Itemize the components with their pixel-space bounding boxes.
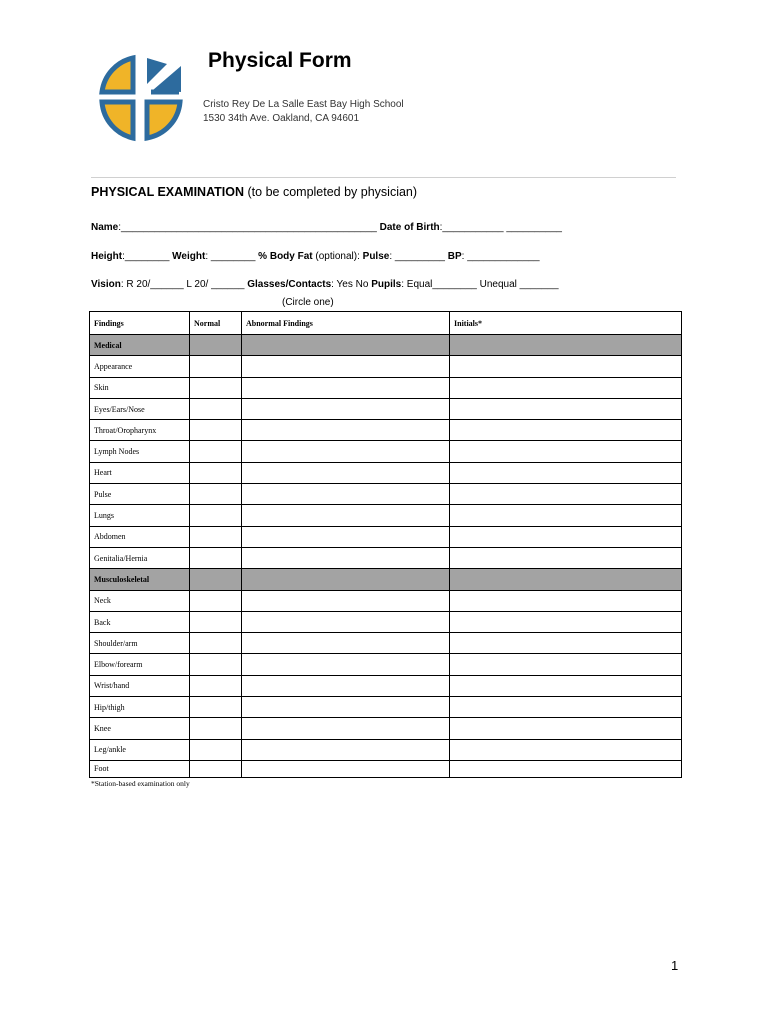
vitals-line: [91, 251, 540, 262]
normal-cell[interactable]: [190, 718, 242, 739]
cross-logo-icon: [102, 58, 181, 138]
abnormal-findings-cell[interactable]: [242, 420, 450, 441]
section-heading: [91, 185, 417, 199]
initials-cell[interactable]: [450, 484, 682, 505]
initials-cell[interactable]: [450, 356, 682, 377]
finding-label: Skin: [90, 377, 190, 398]
finding-label: Elbow/forearm: [90, 654, 190, 675]
finding-label: Throat/Oropharynx: [90, 420, 190, 441]
school-address: 1530 34th Ave. Oakland, CA 94601: [203, 113, 360, 124]
table-row: [90, 420, 682, 441]
initials-cell[interactable]: [450, 611, 682, 632]
abnormal-findings-cell[interactable]: [242, 654, 450, 675]
initials-cell[interactable]: [450, 739, 682, 760]
finding-label: Abdomen: [90, 526, 190, 547]
initials-cell[interactable]: [450, 675, 682, 696]
abnormal-findings-cell[interactable]: [242, 505, 450, 526]
table-row: [90, 526, 682, 547]
table-row: [90, 441, 682, 462]
section-row: [90, 335, 682, 356]
finding-label: Wrist/hand: [90, 675, 190, 696]
weight-label: Weight: [172, 251, 206, 262]
abnormal-findings-cell[interactable]: [242, 760, 450, 777]
initials-cell[interactable]: [450, 590, 682, 611]
table-row: [90, 484, 682, 505]
table-row: [90, 590, 682, 611]
page-number: 1: [671, 958, 679, 973]
circle-one-note: (Circle one): [282, 297, 334, 308]
column-header: Initials*: [450, 312, 682, 335]
table-row: [90, 547, 682, 568]
table-row: [90, 398, 682, 419]
finding-label: Medical: [90, 335, 190, 356]
normal-cell[interactable]: [190, 547, 242, 568]
dob-field[interactable]: :___________ __________: [439, 222, 562, 233]
table-row: [90, 377, 682, 398]
bodyfat-label: % Body Fat: [258, 251, 313, 262]
column-header: Abnormal Findings: [242, 312, 450, 335]
abnormal-findings-cell[interactable]: [242, 633, 450, 654]
table-row: [90, 654, 682, 675]
normal-cell[interactable]: [190, 611, 242, 632]
initials-cell[interactable]: [450, 654, 682, 675]
column-header: Normal: [190, 312, 242, 335]
table-row: [90, 697, 682, 718]
finding-label: Back: [90, 611, 190, 632]
finding-label: Lymph Nodes: [90, 441, 190, 462]
abnormal-findings-cell[interactable]: [242, 697, 450, 718]
finding-label: Foot: [90, 760, 190, 777]
table-row: [90, 462, 682, 483]
finding-label: Leg/ankle: [90, 739, 190, 760]
abnormal-findings-cell[interactable]: [242, 377, 450, 398]
table-row: [90, 356, 682, 377]
abnormal-findings-cell[interactable]: [242, 739, 450, 760]
divider: [91, 177, 676, 178]
initials-cell[interactable]: [450, 760, 682, 777]
table-row: [90, 505, 682, 526]
normal-cell[interactable]: [190, 356, 242, 377]
abnormal-findings-cell[interactable]: [242, 484, 450, 505]
normal-cell[interactable]: [190, 760, 242, 777]
initials-cell[interactable]: [450, 697, 682, 718]
pulse-field[interactable]: : _________: [389, 251, 445, 262]
normal-cell[interactable]: [190, 633, 242, 654]
finding-label: Heart: [90, 462, 190, 483]
initials-cell[interactable]: [450, 420, 682, 441]
school-name: Cristo Rey De La Salle East Bay High School: [203, 99, 404, 110]
height-field[interactable]: :________: [122, 251, 170, 262]
initials-cell[interactable]: [450, 462, 682, 483]
normal-cell[interactable]: [190, 377, 242, 398]
table-row: [90, 633, 682, 654]
abnormal-findings-cell[interactable]: [242, 718, 450, 739]
finding-label: Shoulder/arm: [90, 633, 190, 654]
vision-field[interactable]: : R 20/______ L 20/ ______: [120, 279, 245, 290]
pulse-label: Pulse: [362, 251, 390, 262]
initials-cell[interactable]: [450, 398, 682, 419]
abnormal-findings-cell: [242, 335, 450, 356]
glasses-label: Glasses/Contacts: [247, 279, 332, 290]
bp-label: BP: [447, 251, 462, 262]
section-title: PHYSICAL EXAMINATION: [91, 185, 245, 199]
vision-line: [91, 279, 559, 290]
abnormal-findings-cell[interactable]: [242, 462, 450, 483]
initials-cell[interactable]: [450, 718, 682, 739]
finding-label: Pulse: [90, 484, 190, 505]
weight-field[interactable]: : ________: [205, 251, 256, 262]
normal-cell[interactable]: [190, 526, 242, 547]
normal-cell: [190, 569, 242, 590]
dob-label: Date of Birth: [379, 222, 440, 233]
normal-cell: [190, 335, 242, 356]
bp-field[interactable]: : _____________: [461, 251, 540, 262]
normal-cell[interactable]: [190, 590, 242, 611]
abnormal-findings-cell[interactable]: [242, 611, 450, 632]
normal-cell[interactable]: [190, 675, 242, 696]
initials-cell[interactable]: [450, 441, 682, 462]
bodyfat-note[interactable]: (optional):: [315, 251, 360, 262]
height-label: Height: [91, 251, 123, 262]
normal-cell[interactable]: [190, 654, 242, 675]
name-line: [91, 222, 562, 233]
normal-cell[interactable]: [190, 441, 242, 462]
abnormal-findings-cell[interactable]: [242, 356, 450, 377]
table-row: [90, 760, 682, 777]
initials-cell[interactable]: [450, 505, 682, 526]
table-row: [90, 611, 682, 632]
initials-cell: [450, 569, 682, 590]
glasses-options[interactable]: : Yes No: [331, 279, 369, 290]
abnormal-findings-cell[interactable]: [242, 590, 450, 611]
normal-cell[interactable]: [190, 484, 242, 505]
finding-label: Eyes/Ears/Nose: [90, 398, 190, 419]
abnormal-findings-cell[interactable]: [242, 398, 450, 419]
abnormal-findings-cell: [242, 569, 450, 590]
finding-label: Lungs: [90, 505, 190, 526]
table-header-row: [90, 312, 682, 335]
abnormal-findings-cell[interactable]: [242, 675, 450, 696]
name-label: Name: [91, 222, 119, 233]
abnormal-findings-cell[interactable]: [242, 441, 450, 462]
abnormal-findings-cell[interactable]: [242, 526, 450, 547]
name-field[interactable]: :______________________________________________: [118, 222, 377, 233]
initials-cell: [450, 335, 682, 356]
initials-cell[interactable]: [450, 633, 682, 654]
pupils-label: Pupils: [371, 279, 402, 290]
finding-label: Neck: [90, 590, 190, 611]
column-header: Findings: [90, 312, 190, 335]
section-subtitle: (to be completed by physician): [247, 185, 418, 199]
footnote: *Station-based examination only: [91, 779, 190, 788]
normal-cell[interactable]: [190, 462, 242, 483]
initials-cell[interactable]: [450, 526, 682, 547]
finding-label: Musculoskeletal: [90, 569, 190, 590]
finding-label: Genitalia/Hernia: [90, 547, 190, 568]
initials-cell[interactable]: [450, 377, 682, 398]
finding-label: Knee: [90, 718, 190, 739]
findings-table: [89, 311, 682, 778]
normal-cell[interactable]: [190, 505, 242, 526]
finding-label: Appearance: [90, 356, 190, 377]
normal-cell[interactable]: [190, 420, 242, 441]
table-row: [90, 739, 682, 760]
finding-label: Hip/thigh: [90, 697, 190, 718]
school-logo: [97, 52, 185, 144]
normal-cell[interactable]: [190, 398, 242, 419]
table-row: [90, 718, 682, 739]
table-row: [90, 675, 682, 696]
pupils-options[interactable]: : Equal________ Unequal _______: [401, 279, 559, 290]
initials-cell[interactable]: [450, 547, 682, 568]
section-row: [90, 569, 682, 590]
page-title: Physical Form: [208, 49, 352, 72]
normal-cell[interactable]: [190, 697, 242, 718]
normal-cell[interactable]: [190, 739, 242, 760]
abnormal-findings-cell[interactable]: [242, 547, 450, 568]
vision-label: Vision: [91, 279, 121, 290]
